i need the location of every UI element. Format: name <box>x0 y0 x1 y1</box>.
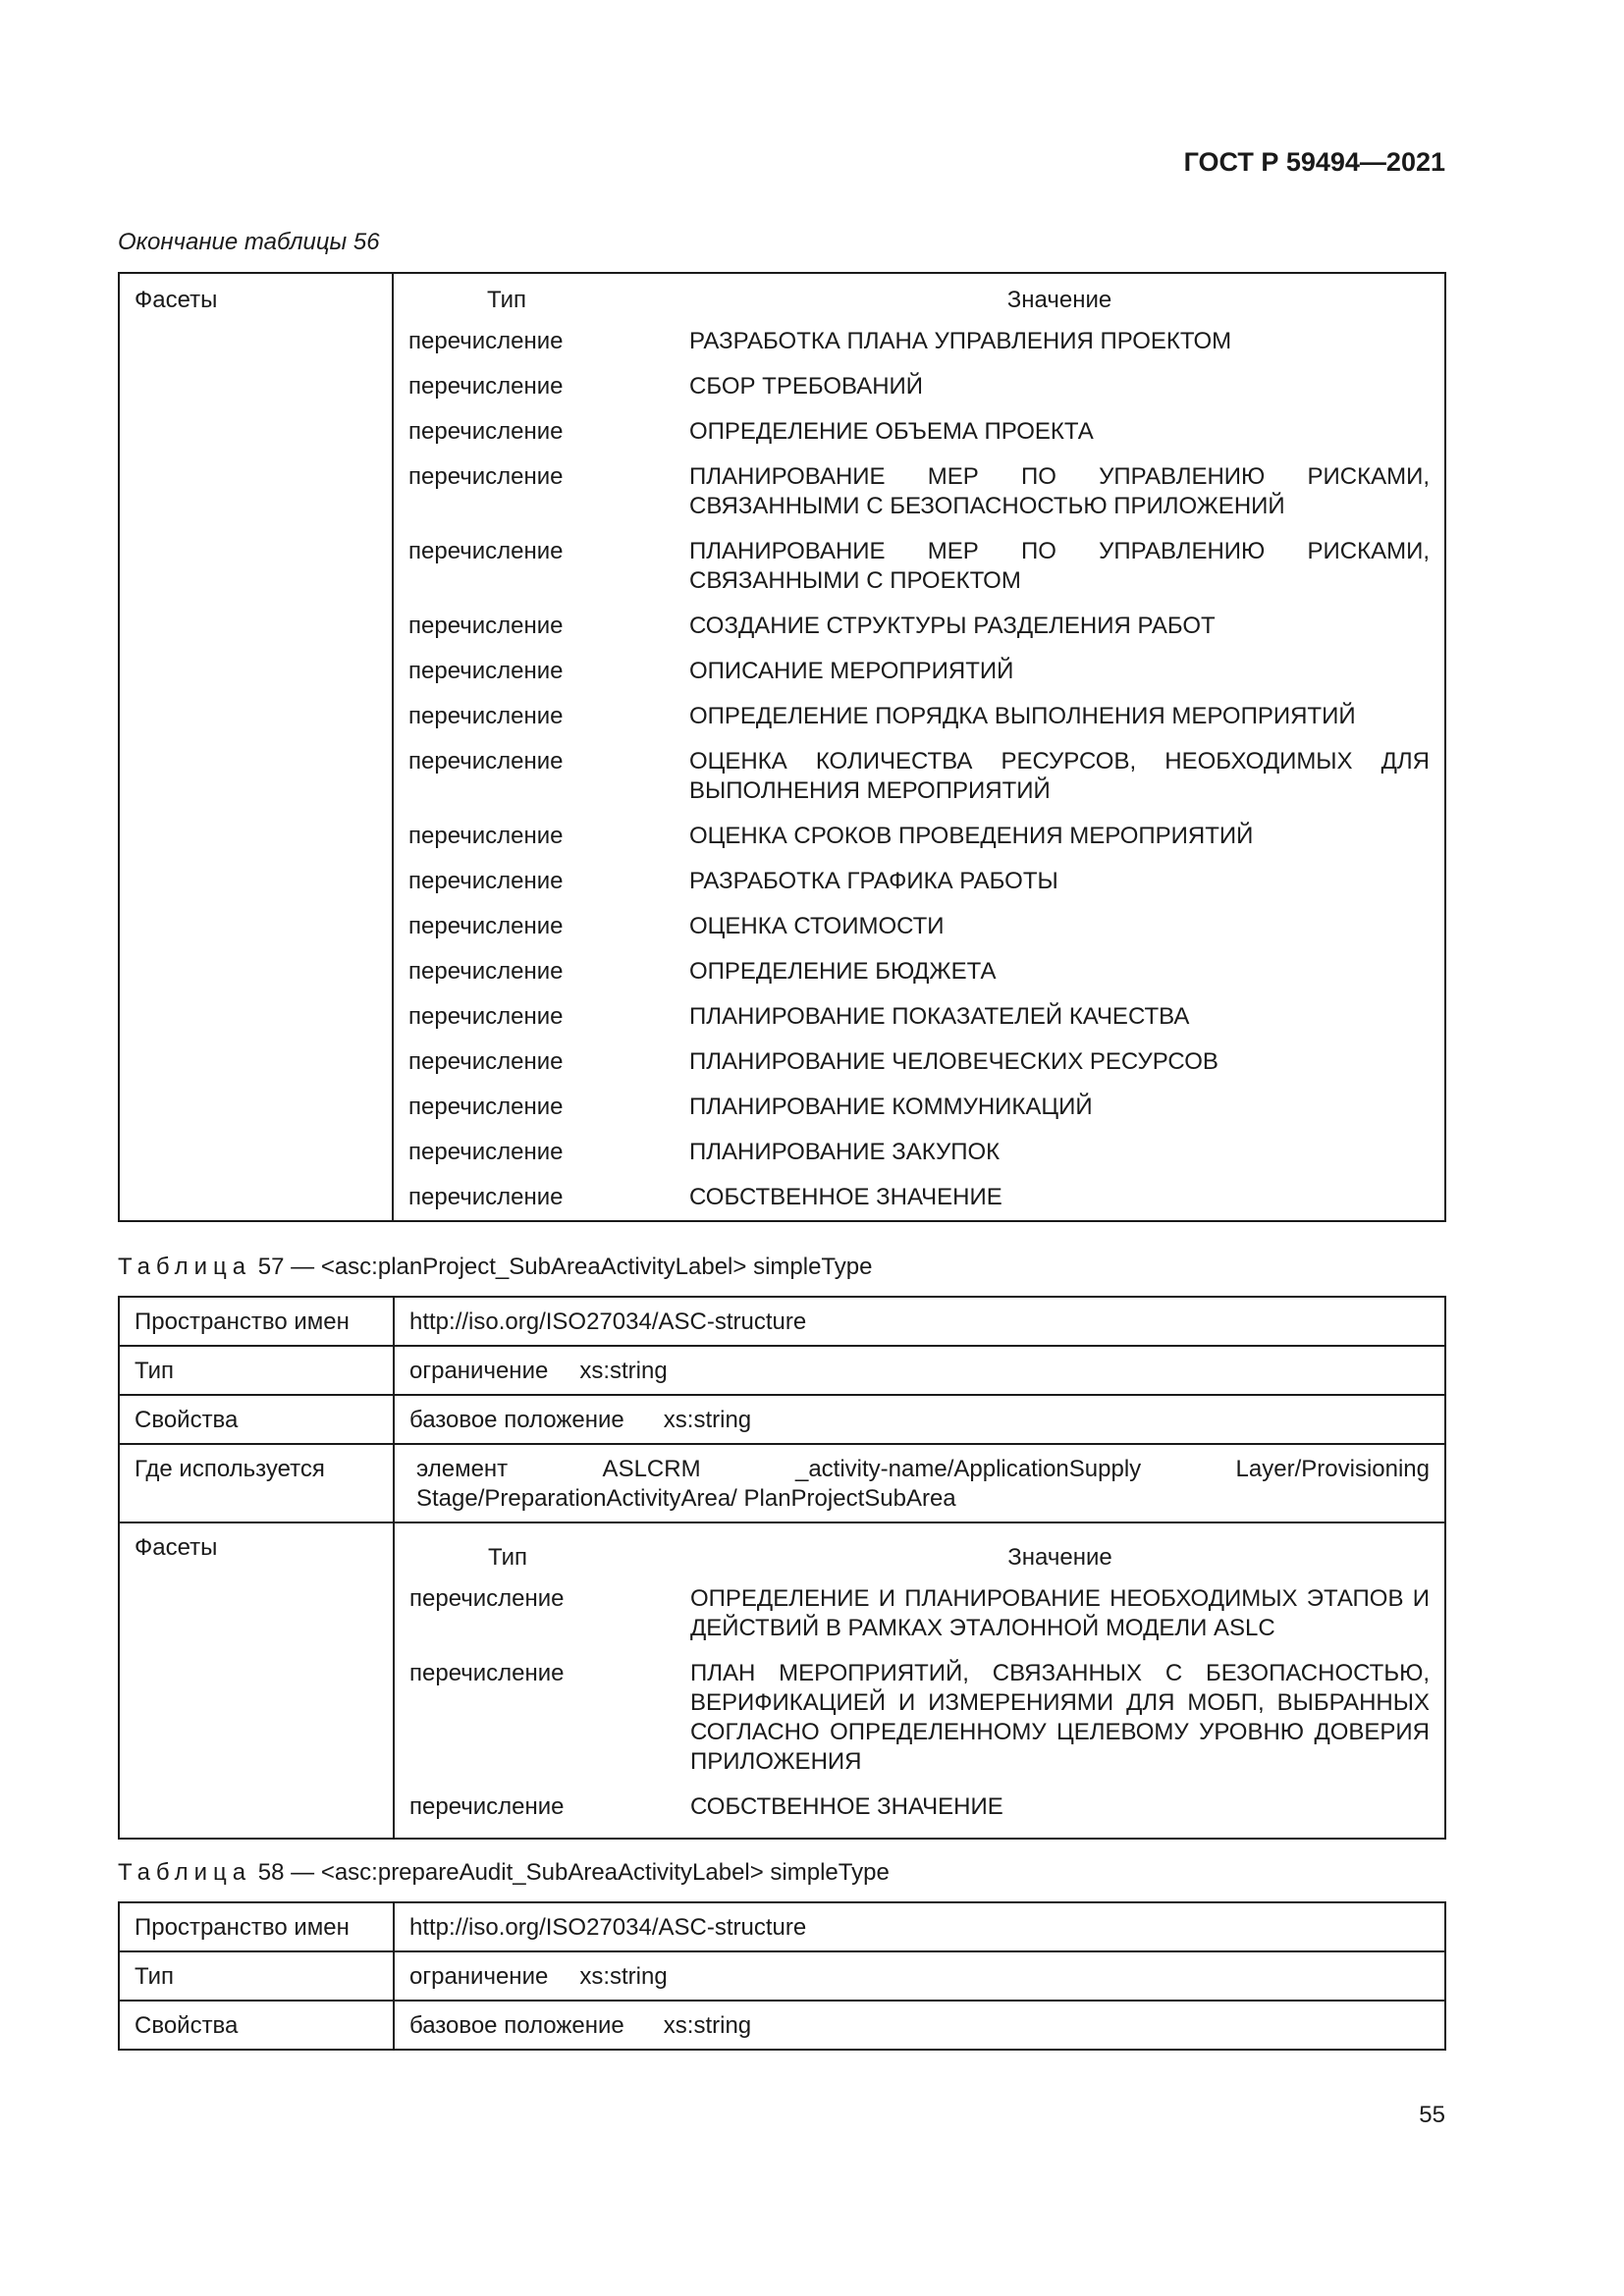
facet-value: ОЦЕНКА СРОКОВ ПРОВЕДЕНИЯ МЕРОПРИЯТИЙ <box>689 823 1254 849</box>
table-57-row-used-in <box>119 1444 1445 1522</box>
facet-row <box>395 1576 1444 1651</box>
table-58-row-type <box>119 1951 1445 2001</box>
table-57-facets <box>395 1533 1444 1830</box>
table-58-caption <box>118 1858 890 1888</box>
facet-value: РАЗРАБОТКА ГРАФИКА РАБОТЫ <box>689 868 1058 894</box>
facet-value: СБОР ТРЕБОВАНИЙ <box>689 373 924 400</box>
facet-type: перечисление <box>408 748 564 774</box>
facet-type: перечисление <box>408 328 564 354</box>
facet-type: перечисление <box>408 1094 564 1120</box>
table-57-caption-word: Таблица <box>118 1254 252 1280</box>
facet-type: перечисление <box>408 418 564 445</box>
namespace-label: Пространство имен <box>119 1902 394 1951</box>
facets-label: Фасеты <box>119 273 393 1221</box>
facet-value: РАЗРАБОТКА ПЛАНА УПРАВЛЕНИЯ ПРОЕКТОМ <box>689 328 1232 354</box>
facet-value: ПЛАНИРОВАНИЕ ЗАКУПОК <box>689 1139 1001 1165</box>
properties-value: xs:string <box>663 2012 752 2039</box>
facet-value: ПЛАНИРОВАНИЕ КОММУНИКАЦИЙ <box>689 1094 1093 1120</box>
facet-type: перечисление <box>408 1003 564 1030</box>
namespace-value: http://iso.org/ISO27034/ASC-structure <box>394 1297 1445 1346</box>
table-57 <box>118 1296 1446 1840</box>
facet-type: перечисление <box>408 958 564 985</box>
properties-kind: базовое положение <box>409 1407 624 1433</box>
facet-value: СОЗДАНИЕ СТРУКТУРЫ РАЗДЕЛЕНИЯ РАБОТ <box>689 613 1216 639</box>
type-value-cell <box>394 1951 1445 2001</box>
column-header-value: Значение <box>1006 287 1112 313</box>
facet-value: ОПИСАНИЕ МЕРОПРИЯТИЙ <box>689 658 1014 684</box>
facet-value: ПЛАНИРОВАНИЕ ПОКАЗАТЕЛЕЙ КАЧЕСТВА <box>689 1003 1190 1030</box>
table-57-row-type <box>119 1346 1445 1395</box>
facet-value: ОПРЕДЕЛЕНИЕ ОБЪЕМА ПРОЕКТА <box>689 418 1094 445</box>
type-value-cell <box>394 1346 1445 1395</box>
facet-value: СОБСТВЕННОЕ ЗНАЧЕНИЕ <box>689 1184 1002 1210</box>
facet-value: ПЛАНИРОВАНИЕ ЧЕЛОВЕЧЕСКИХ РЕСУРСОВ <box>689 1048 1218 1075</box>
facet-type: перечисление <box>409 1585 565 1612</box>
facet-type: перечисление <box>408 658 564 684</box>
facet-value: ОЦЕНКА СТОИМОСТИ <box>689 913 945 939</box>
used-in-label: Где используется <box>119 1444 394 1522</box>
facet-type: перечисление <box>409 1660 565 1686</box>
table-58-caption-text: 58 — <asc:prepareAudit_SubAreaActivityLabel> simpleType <box>257 1859 890 1886</box>
column-header-value: Значение <box>1007 1544 1112 1571</box>
facet-value: ОПРЕДЕЛЕНИЕ ПОРЯДКА ВЫПОЛНЕНИЯ МЕРОПРИЯТИЙ <box>689 703 1356 729</box>
facet-type: перечисление <box>408 868 564 894</box>
table-57-caption-text: 57 — <asc:planProject_SubAreaActivityLabel> simpleType <box>257 1254 873 1280</box>
table-57-row-facets <box>119 1522 1445 1839</box>
properties-value-cell <box>394 2001 1445 2050</box>
facet-value: ПЛАНИРОВАНИЕ МЕР ПО УПРАВЛЕНИЮ РИСКАМИ, СВЯЗАННЫМИ С ПРОЕКТОМ <box>689 538 1430 594</box>
document-id: ГОСТ Р 59494—2021 <box>1183 147 1445 177</box>
facet-value: СОБСТВЕННОЕ ЗНАЧЕНИЕ <box>690 1793 1003 1820</box>
namespace-value: http://iso.org/ISO27034/ASC-structure <box>394 1902 1445 1951</box>
facet-type: перечисление <box>408 823 564 849</box>
facets-cell <box>394 1522 1445 1839</box>
type-label: Тип <box>119 1346 394 1395</box>
facet-value: ОПРЕДЕЛЕНИЕ БЮДЖЕТА <box>689 958 997 985</box>
type-kind: ограничение <box>409 1358 549 1384</box>
table-56-continuation-caption: Окончание таблицы 56 <box>118 229 380 255</box>
facet-type: перечисление <box>408 913 564 939</box>
facet-type: перечисление <box>409 1793 565 1820</box>
type-label: Тип <box>119 1951 394 2001</box>
facet-row <box>395 1651 1444 1785</box>
properties-label: Свойства <box>119 1395 394 1444</box>
table-58-row-namespace <box>119 1902 1445 1951</box>
facet-type: перечисление <box>408 1139 564 1165</box>
table-58-caption-word: Таблица <box>118 1859 252 1886</box>
used-in-value: элемент ASLCRM _activity-name/ApplicationSupply Layer/Provisioning Stage/PreparationActivityArea/ PlanProjectSubArea <box>394 1444 1445 1522</box>
table-56 <box>118 272 1446 1222</box>
table-58-row-properties <box>119 2001 1445 2050</box>
type-kind: ограничение <box>409 1963 549 1990</box>
properties-value-cell <box>394 1395 1445 1444</box>
type-value: xs:string <box>579 1963 668 1990</box>
facet-type: перечисление <box>408 703 564 729</box>
facet-value: ОЦЕНКА КОЛИЧЕСТВА РЕСУРСОВ, НЕОБХОДИМЫХ ДЛЯ ВЫПОЛНЕНИЯ МЕРОПРИЯТИЙ <box>689 748 1430 804</box>
page-number: 55 <box>1419 2102 1445 2128</box>
table-57-row-namespace <box>119 1297 1445 1346</box>
type-value: xs:string <box>579 1358 668 1384</box>
facet-value: ПЛАН МЕРОПРИЯТИЙ, СВЯЗАННЫХ С БЕЗОПАСНОСТЬЮ, ВЕРИФИКАЦИЕЙ И ИЗМЕРЕНИЯМИ ДЛЯ МОБП, ВЫБРАННЫХ СОГЛАСНО ОПРЕДЕЛЕННОМУ ЦЕЛЕВОМУ УРОВНЮ ДОВЕРИЯ ПРИЛОЖЕНИЯ <box>690 1660 1430 1775</box>
table-57-row-properties <box>119 1395 1445 1444</box>
table-58 <box>118 1901 1446 2051</box>
properties-value: xs:string <box>663 1407 752 1433</box>
facet-type: перечисление <box>408 538 564 564</box>
properties-label: Свойства <box>119 2001 394 2050</box>
facet-type: перечисление <box>408 1184 564 1210</box>
facet-value: ПЛАНИРОВАНИЕ МЕР ПО УПРАВЛЕНИЮ РИСКАМИ, СВЯЗАННЫМИ С БЕЗОПАСНОСТЬЮ ПРИЛОЖЕНИЙ <box>689 463 1430 519</box>
facet-type: перечисление <box>408 373 564 400</box>
facet-type: перечисление <box>408 613 564 639</box>
table-57-caption <box>118 1253 872 1282</box>
facet-type: перечисление <box>408 463 564 490</box>
facets-label: Фасеты <box>119 1522 394 1839</box>
namespace-label: Пространство имен <box>119 1297 394 1346</box>
column-header-type: Тип <box>487 287 527 313</box>
facet-value: ОПРЕДЕЛЕНИЕ И ПЛАНИРОВАНИЕ НЕОБХОДИМЫХ ЭТАПОВ И ДЕЙСТВИЙ В РАМКАХ ЭТАЛОННОЙ МОДЕЛИ ASLC <box>690 1585 1430 1641</box>
properties-kind: базовое положение <box>409 2012 624 2039</box>
facet-type: перечисление <box>408 1048 564 1075</box>
facet-row <box>395 1785 1444 1830</box>
column-header-type: Тип <box>488 1544 528 1571</box>
